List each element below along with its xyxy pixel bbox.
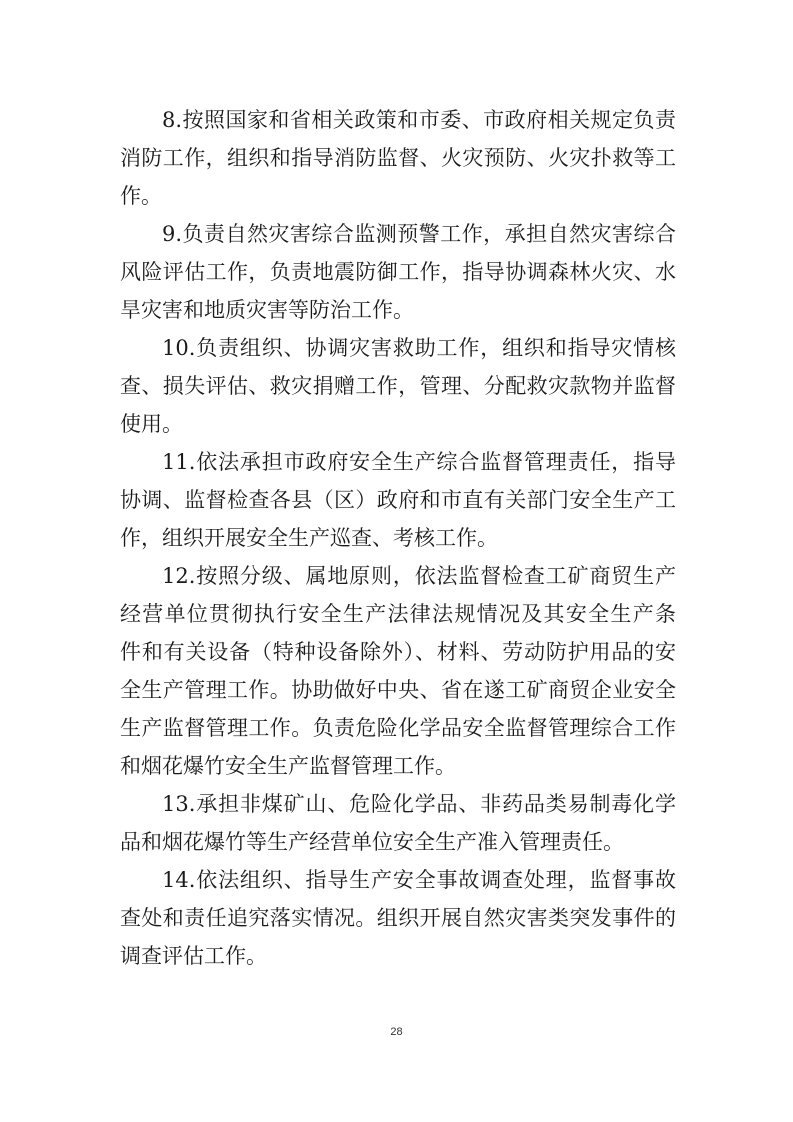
text-line: 消防工作，组织和指导消防监督、火灾预防、火灾扑救等工 [120, 146, 676, 170]
paragraph-item-14 [120, 861, 676, 975]
text-line: 全生产管理工作。协助做好中央、省在遂工矿商贸企业安全 [120, 678, 676, 702]
text-line: 经营单位贯彻执行安全生产法律法规情况及其安全生产条 [120, 602, 676, 626]
page-number: 28 [390, 1026, 403, 1038]
text-line: 查、损失评估、救灾捐赠工作，管理、分配救灾款物并监督 [120, 374, 676, 398]
text-line: 品和烟花爆竹等生产经营单位安全生产准入管理责任。 [120, 830, 624, 854]
text-line: 查处和责任追究落实情况。组织开展自然灾害类突发事件的 [120, 906, 676, 930]
paragraph-item-10 [120, 329, 676, 443]
text-line: 和烟花爆竹安全生产监督管理工作。 [120, 754, 456, 778]
text-line: 作。 [120, 184, 162, 208]
text-line: 使用。 [120, 412, 183, 436]
text-line: 件和有关设备（特种设备除外）、材料、劳动防护用品的安 [120, 640, 676, 664]
text-line: 11.依法承担市政府安全生产综合监督管理责任，指导 [162, 450, 676, 474]
text-line: 风险评估工作，负责地震防御工作，指导协调森林火灾、水 [120, 260, 676, 284]
text-line: 14.依法组织、指导生产安全事故调查处理，监督事故 [162, 868, 676, 892]
text-line: 生产监督管理工作。负责危险化学品安全监督管理综合工作 [120, 716, 676, 740]
text-line: 调查评估工作。 [120, 944, 267, 968]
text-line: 13.承担非煤矿山、危险化学品、非药品类易制毒化学 [162, 792, 676, 816]
text-line: 9.负责自然灾害综合监测预警工作，承担自然灾害综合 [162, 222, 676, 246]
text-line: 8.按照国家和省相关政策和市委、市政府相关规定负责 [162, 108, 676, 132]
paragraph-item-8 [120, 101, 676, 215]
document-body [120, 101, 676, 975]
paragraph-item-12 [120, 557, 676, 785]
text-line: 协调、监督检查各县（区）政府和市直有关部门安全生产工 [120, 488, 676, 512]
paragraph-item-13 [120, 785, 676, 861]
text-line: 旱灾害和地质灾害等防治工作。 [120, 298, 414, 322]
paragraph-item-9 [120, 215, 676, 329]
text-line: 作，组织开展安全生产巡查、考核工作。 [120, 526, 498, 550]
text-line: 10.负责组织、协调灾害救助工作，组织和指导灾情核 [162, 336, 676, 360]
paragraph-item-11 [120, 443, 676, 557]
text-line: 12.按照分级、属地原则，依法监督检查工矿商贸生产 [162, 564, 676, 588]
